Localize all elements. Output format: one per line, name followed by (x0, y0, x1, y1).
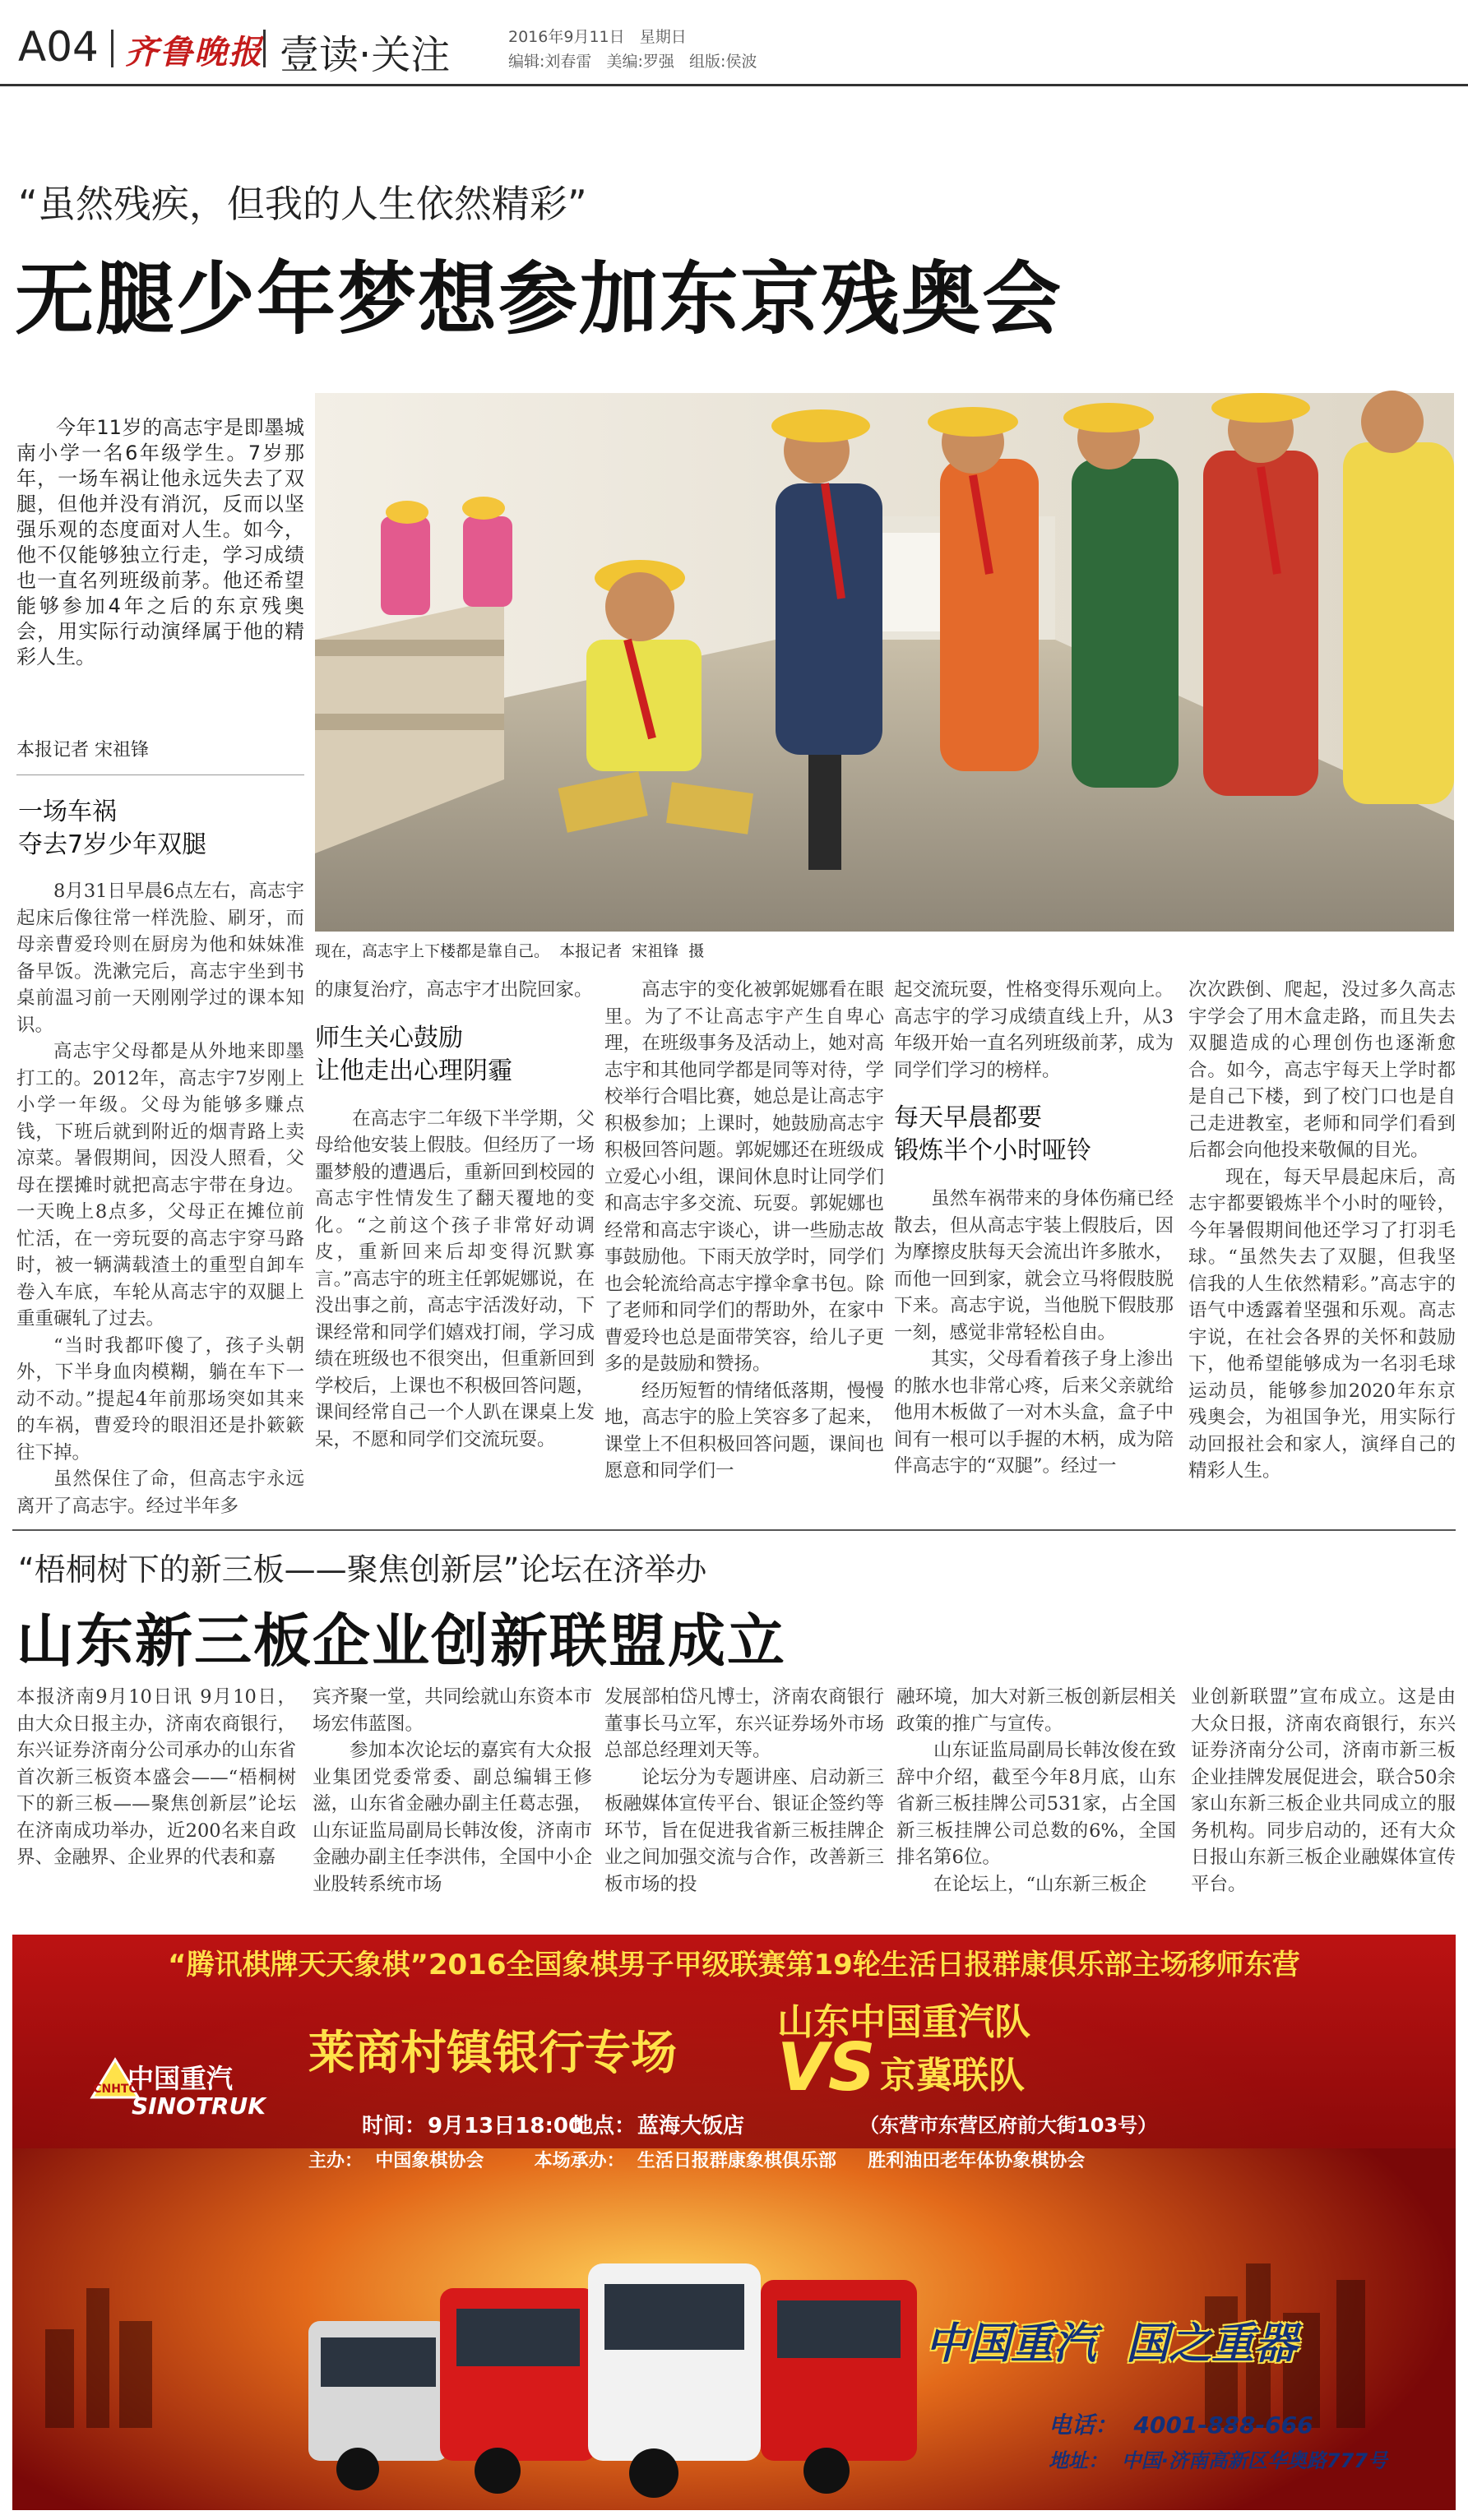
paragraph: 在高志宇二年级下半学期，父母给他安装上假肢。但经历了一场噩梦般的遭遇后，重新回到校园的高志宇性情发生了翻天覆地的变化。“之前这个孩子非常好动调皮，重新回来后却变得沉默寡言。”高志宇的班主任郭妮娜说，在没出事之前，高志宇活泼好动，下课经常和同学们嬉戏打闹，学习成绩在班级也不很突出，但重新回到学校后，上课也不积极回答问题，课间经常自己一个人趴在课桌上发呆，不愿和同学们交流玩耍。 (315, 1107, 595, 1450)
paragraph: 虽然车祸带来的身体伤痛已经散去，但从高志宇装上假肢后，因为摩擦皮肤每天会流出许多脓水，而他一回到家，就会立马将假肢脱下来。高志宇说，当他脱下假肢那一刻，感觉非常轻松自由。 (894, 1188, 1174, 1343)
date-line: 2016年9月11日 星期日 (508, 28, 687, 46)
ad-phone: 电话： 4001-888-666 (1049, 2411, 1313, 2439)
byline-rule (16, 774, 304, 775)
editor-line: 编辑:刘春雷 美编:罗强 组版:侯波 (508, 53, 757, 71)
match-address: （东营市东营区府前大街103号） (859, 2114, 1158, 2137)
paragraph: 山东证监局副局长韩汝俊在致辞中介绍，截至今年8月底，山东省新三板挂牌公司531家，占全国新三板挂牌公司总数的6%，全国排名第6位。 (896, 1740, 1176, 1868)
article-column-1 (16, 1684, 296, 1922)
byline: 本报记者 宋祖锋 (16, 740, 149, 761)
article-column-2 (315, 977, 595, 1503)
photo-illustration (315, 393, 1454, 932)
article-column-3 (604, 977, 884, 1503)
ad-organizers: 主办： 中国象棋协会 本场承办： 生活日报群康象棋俱乐部 胜利油田老年体协象棋协会 (308, 2151, 1086, 2171)
paragraph: 现在，每天早晨起床后，高志宇都要锻炼半个小时的哑铃，今年暑假期间他还学习了打羽毛球。“虽然失去了双腿，但我坚信我的人生依然精彩。”高志宇的语气中透露着坚强和乐观。高志宇说，在社会各界的关怀和鼓励下，他希望能够成为一名羽毛球运动员，能够参加2020年东京残奥会，为祖国争光，用实际行动回报社会和家人，演绎自己的精彩人生。 (1188, 1166, 1456, 1482)
article-headline: 山东新三板企业创新联盟成立 (16, 1607, 786, 1675)
article-column-3 (604, 1684, 884, 1922)
paragraph: 在论坛上，“山东新三板企 (933, 1873, 1147, 1895)
logo-text-en: SINOTRUK (132, 2092, 266, 2120)
page-number: A04 (18, 23, 99, 71)
paragraph: 论坛分为专题讲座、启动新三板融媒体宣传平台、银证企签约等环节，旨在促进我省新三板挂牌企业之间加强交流与合作，改善新三板市场的投 (604, 1766, 884, 1895)
paragraph: “当时我都吓傻了，孩子头朝外，下半身血肉模糊，躺在车下一动不动。”提起4年前那场突如其来的车祸，曹爱玲的眼泪还是扑簌簌往下掉。 (16, 1334, 304, 1463)
ad-slogan: 中国重汽 国之重器 (925, 2319, 1298, 2369)
header-divider (111, 30, 113, 67)
paragraph: 次次跌倒、爬起，没过多久高志宇学会了用木盒走路，而且失去双腿造成的心理创伤也逐渐愈合。如今，高志宇每天上学时都是自己下楼，到了校门口也是自己走进教室，老师和同学们看到后都会向他投来敬佩的目光。 (1188, 979, 1456, 1161)
paragraph: 参加本次论坛的嘉宾有大众报业集团党委常委、副总编辑王修滋，山东省金融办副主任葛志强，山东证监局副局长韩汝俊，济南市金融办副主任李洪伟，全国中小企业股转系统市场 (313, 1740, 592, 1895)
match-time-label: 时间： (362, 2114, 427, 2139)
svg-text:CNHTC: CNHTC (93, 2083, 137, 2096)
paragraph: 高志宇父母都是从外地来即墨打工的。2012年，高志宇7岁刚上小学一年级。父母为能够多赚点钱，下班后就到附近的烟青路上卖凉菜。暑假期间，因没人照看，父母在摆摊时就把高志宇带在身边。一天晚上8点多，父母正在摊位前忙活，在一旁玩耍的高志宇穿马路时，被一辆满载渣土的重型自卸车卷入车底，车轮从高志宇的双腿上重重碾轧了过去。 (16, 1041, 304, 1329)
article-kicker: “梧桐树下的新三板——聚焦创新层”论坛在济举办 (18, 1551, 707, 1588)
team-a: 山东中国重汽队 (777, 2001, 1030, 2043)
paragraph: 其实，父母看着孩子身上渗出的脓水也非常心疼，后来父亲就给他用木板做了一对木头盒，盒子中间有一根可以手握的木柄，成为陪伴高志宇的“双腿”。经过一 (894, 1348, 1174, 1477)
vs-mark: VS (777, 2029, 876, 2106)
match-place: 蓝海大饭店 (637, 2114, 745, 2139)
section-rule (12, 1529, 1456, 1531)
paragraph: 发展部柏岱凡博士，济南农商银行董事长马立军，东兴证券场外市场总部总经理刘天等。 (604, 1686, 884, 1761)
paragraph: 8月31日早晨6点左右，高志宇起床后像往常一样洗脸、刷牙，而母亲曹爱玲则在厨房为他和妹妹准备早饭。洗漱完后，高志宇坐到书桌前温习前一天刚刚学过的课本知识。 (16, 881, 304, 1036)
paragraph: 的康复治疗，高志宇才出院回家。 (315, 979, 593, 1001)
photo-caption: 现在，高志宇上下楼都是靠自己。 本报记者 宋祖锋 摄 (315, 942, 705, 960)
ad-venue-title: 莱商村镇银行专场 (308, 2027, 677, 2080)
paragraph: 虽然保住了命，但高志宇永远离开了高志宇。经过半年多 (16, 1468, 304, 1517)
team-b: 京冀联队 (880, 2055, 1025, 2097)
section-title: 壹读·关注 (280, 32, 451, 78)
article-column-1 (16, 878, 304, 1517)
paragraph: 起交流玩耍，性格变得乐观向上。高志宇的学习成绩直线上升，从3年级开始一直名列班级前茅，成为同学们学习的榜样。 (894, 979, 1174, 1081)
paragraph: 经历短暂的情绪低落期，慢慢地，高志宇的脸上笑容多了起来，课堂上不但积极回答问题，课间也愿意和同学们一 (604, 1380, 884, 1482)
article-column-4 (894, 977, 1174, 1503)
ad-address: 地址： 中国·济南高新区华奥路777号 (1049, 2449, 1387, 2472)
paragraph: 本报济南9月10日讯 9月10日，由大众日报主办，济南农商银行，东兴证券济南分公司承办的山东省首次新三板资本盛会——“梧桐树下的新三板——聚焦创新层”论坛在济南成功举办，近200名来自政界、金融界、企业界的代表和嘉 (16, 1686, 296, 1868)
header-rule (0, 84, 1468, 86)
paragraph: 宾齐聚一堂，共同绘就山东资本市场宏伟蓝图。 (313, 1686, 592, 1735)
match-place-label: 地点： (572, 2114, 637, 2139)
article-intro: 今年11岁的高志宇是即墨城南小学一名6年级学生。7岁那年，一场车祸让他永远失去了双腿，但他并没有消沉，反而以坚强乐观的态度面对人生。如今，他不仅能够独立行走，学习成绩也一直名列班级前茅。他还希望能够参加4年之后的东京残奥会，用实际行动演绎属于他的精彩人生。 (16, 416, 304, 668)
paragraph: 融环境，加大对新三板创新层相关政策的推广与宣传。 (896, 1686, 1176, 1735)
ad-banner: “腾讯棋牌天天象棋”2016全国象棋男子甲级联赛第19轮生活日报群康俱乐部主场移师东营 (168, 1949, 1300, 1981)
article-kicker: “虽然残疾，但我的人生依然精彩” (18, 182, 587, 226)
subheading: 一场车祸 夺去7岁少年双腿 (18, 798, 207, 859)
article-column-2 (313, 1684, 592, 1922)
subheading: 师生关心鼓励 让他走出心理阴霾 (315, 1023, 512, 1085)
article-column-4 (896, 1684, 1176, 1922)
article-column-5 (1191, 1684, 1456, 1922)
article-column-5 (1188, 977, 1456, 1503)
logo-text-cn: 中国重汽 (127, 2063, 234, 2094)
advertisement (12, 1935, 1456, 2510)
header-divider (263, 30, 266, 67)
paragraph: 业创新联盟”宣布成立。这是由大众日报，济南农商银行，东兴证券济南分公司，济南市新三板企业挂牌发展促进会，联合50余家山东新三板企业共同成立的服务机构。同步启动的，还有大众日报山东新三板企业融媒体宣传平台。 (1191, 1686, 1456, 1895)
article-headline: 无腿少年梦想参加东京残奥会 (15, 253, 1063, 345)
subheading: 每天早晨都要 锻炼半个小时哑铃 (894, 1103, 1091, 1165)
newspaper-logo: 齐鲁晚报 (125, 33, 263, 72)
article-photo (315, 393, 1454, 932)
paragraph: 高志宇的变化被郭妮娜看在眼里。为了不让高志宇产生自卑心理，在班级事务及活动上，她对高志宇和其他同学都是同等对待，学校举行合唱比赛，她总是让高志宇积极参加；上课时，她鼓励高志宇积极回答问题。郭妮娜还在班级成立爱心小组，课间休息时让同学们和高志宇多交流、玩耍。郭妮娜也经常和高志宇谈心，讲一些励志故事鼓励他。下雨天放学时，同学们也会轮流给高志宇撑伞拿书包。除了老师和同学们的帮助外，在家中曹爱玲也总是面带笑容，给儿子更多的是鼓励和赞扬。 (604, 979, 884, 1375)
match-time: 9月13日18:00 (428, 2114, 584, 2139)
